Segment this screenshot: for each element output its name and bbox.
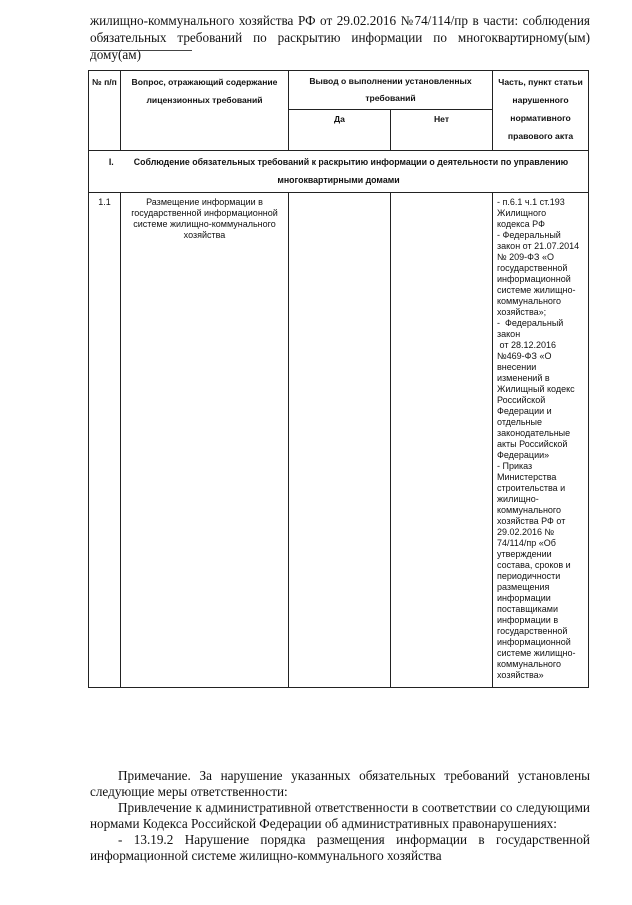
legal-reference-line: размещения xyxy=(497,582,550,592)
legal-reference-line: акты Российской xyxy=(497,439,568,449)
legal-reference-line: строительства и xyxy=(497,483,566,493)
legal-reference-line: жилищно- xyxy=(497,494,539,504)
legal-reference-line: закон xyxy=(497,329,521,339)
header-part: Часть, пункт статьи нарушенного нормативного правового акта xyxy=(493,71,589,151)
underline-stroke xyxy=(90,50,192,51)
header-no: Нет xyxy=(391,110,493,151)
legal-reference-line: хозяйства» xyxy=(497,670,544,680)
legal-reference-line: 74/114/пр «Об xyxy=(497,538,556,548)
legal-reference-line: системе жилищно- xyxy=(497,285,576,295)
legal-reference-line: государственной xyxy=(497,263,568,273)
legal-reference-line: коммунального xyxy=(497,296,562,306)
row-question: Размещение информации в государственной информационной системе жилищно-коммунального хозяйства xyxy=(121,193,289,688)
row-yes-cell xyxy=(289,193,391,688)
row-no-cell xyxy=(391,193,493,688)
legal-reference-line: отдельные xyxy=(497,417,542,427)
legal-reference-line: кодекса РФ xyxy=(497,219,545,229)
legal-reference-line: периодичности xyxy=(497,571,561,581)
header-question: Вопрос, отражающий содержание лицензионных требований xyxy=(121,71,289,151)
legal-reference-line: - п.6.1 ч.1 ст.193 xyxy=(497,197,565,207)
legal-reference-line: информации в xyxy=(497,615,559,625)
notes-block xyxy=(90,768,590,864)
legal-reference-line: хозяйства»; xyxy=(497,307,547,317)
legal-reference-line: № 209-ФЗ «О xyxy=(497,252,554,262)
intro-paragraph xyxy=(90,12,590,63)
legal-reference-line: Жилищного xyxy=(497,208,547,218)
table-row xyxy=(89,193,589,688)
legal-reference-line: Министерства xyxy=(497,472,557,482)
legal-reference-line: информационной xyxy=(497,637,571,647)
legal-reference-line: коммунального xyxy=(497,505,562,515)
legal-reference-line: утверждении xyxy=(497,549,552,559)
legal-reference-list xyxy=(497,197,586,681)
legal-reference-line: состава, сроков и xyxy=(497,560,571,570)
legal-reference-line: государственной xyxy=(497,626,568,636)
note-paragraph: Привлечение к административной ответственности в соответствии со следующими нормами Кодекса Российской Федерации об административных правонарушениях: xyxy=(90,800,590,831)
section-number: I. xyxy=(108,157,114,167)
legal-reference-line: - Федеральный xyxy=(497,318,564,328)
legal-reference-line: от 28.12.2016 xyxy=(497,340,556,350)
legal-reference-line: - Федеральный xyxy=(497,230,561,240)
legal-reference-line: коммунального xyxy=(497,659,562,669)
legal-reference-line: системе жилищно- xyxy=(497,648,576,658)
license-requirements-table xyxy=(88,70,589,688)
note-paragraph: Примечание. За нарушение указанных обязательных требований установлены следующие меры ответственности: xyxy=(90,768,590,799)
legal-reference-line: №469-ФЗ «О xyxy=(497,351,552,361)
row-number: 1.1 xyxy=(89,193,121,688)
header-conclusion: Вывод о выполнении установленных требований xyxy=(289,71,493,110)
legal-reference-line: Российской xyxy=(497,395,546,405)
section-heading xyxy=(89,151,589,193)
legal-reference-line: 29.02.2016 № xyxy=(497,527,555,537)
table-header-row xyxy=(89,71,589,110)
legal-reference-line: закон от 21.07.2014 xyxy=(497,241,580,251)
header-num: № п/п xyxy=(89,71,121,151)
legal-reference-line: поставщиками xyxy=(497,604,558,614)
legal-reference-line: Федерации» xyxy=(497,450,550,460)
section-row xyxy=(89,151,589,193)
legal-reference-line: Жилищный кодекс xyxy=(497,384,575,394)
section-title: Соблюдение обязательных требований к раскрытию информации о деятельности по управлению многоквартирными домами xyxy=(133,157,569,185)
row-legal-references xyxy=(493,193,589,688)
legal-reference-line: информационной xyxy=(497,274,571,284)
legal-reference-line: законодательные xyxy=(497,428,571,438)
legal-reference-line: информации xyxy=(497,593,551,603)
legal-reference-line: Федерации и xyxy=(497,406,552,416)
intro-text: жилищно-коммунального хозяйства РФ от 29.02.2016 №74/114/пр в части: соблюдения обязательных требований по раскрытию информации по многоквартирному(ым) дому(ам) xyxy=(90,13,590,62)
legal-reference-line: внесении xyxy=(497,362,537,372)
header-yes: Да xyxy=(289,110,391,151)
legal-reference-line: - Приказ xyxy=(497,461,533,471)
note-paragraph: - 13.19.2 Нарушение порядка размещения информации в государственной информационной системе жилищно-коммунального хозяйства xyxy=(90,832,590,863)
legal-reference-line: хозяйства РФ от xyxy=(497,516,566,526)
legal-reference-line: изменений в xyxy=(497,373,550,383)
